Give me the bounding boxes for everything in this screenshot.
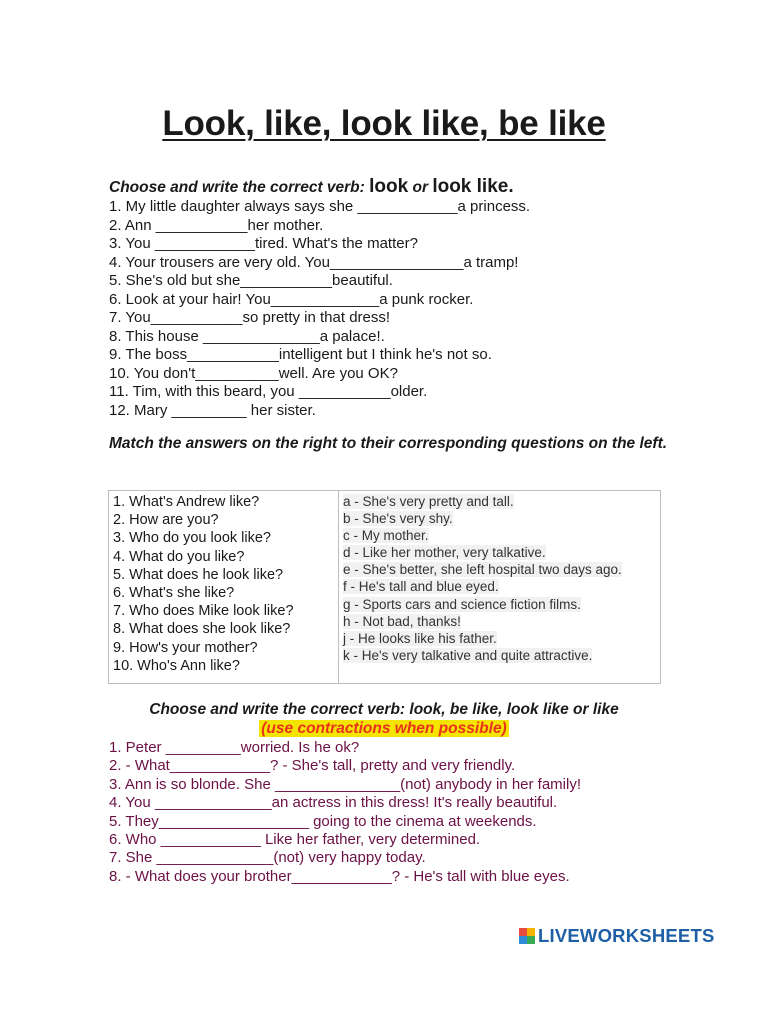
section1-instruction-prefix: Choose and write the correct verb: (109, 179, 370, 196)
question-item: 1. What's Andrew like? (113, 494, 260, 510)
liveworksheets-logo-icon (519, 928, 535, 944)
answer-item (343, 596, 655, 613)
exercise-item: 5. They__________________ going to the cinema at weekends. (109, 812, 537, 830)
exercise-item: 1. Peter _________worried. Is he ok? (109, 739, 360, 756)
logo-square (519, 928, 527, 936)
answer-item (343, 544, 655, 561)
answer-item-text: e - She's better, she left hospital two days ago. (343, 562, 622, 578)
question-item: 4. What do you like? (113, 548, 245, 565)
section1-list (109, 198, 530, 420)
question-item: 10. Who's Ann like? (113, 657, 240, 674)
exercise-item: 8. - What does your brother____________? - He's tall with blue eyes. (109, 867, 570, 885)
exercise-item: 4. Your trousers are very old. You________________a tramp! (109, 253, 519, 271)
answer-item-text: h - Not bad, thanks! (343, 613, 461, 629)
brand-name: LIVEWORKSHEETS (538, 925, 715, 946)
option-look-like: look like. (432, 176, 514, 197)
exercise-item: 7. You___________so pretty in that dress! (109, 309, 391, 326)
logo-square (527, 936, 535, 944)
answer-item-text: c - My mother. (343, 528, 429, 544)
answer-item (343, 630, 655, 647)
answer-item-text: k - He's very talkative and quite attractive. (343, 647, 593, 663)
exercise-item: 10. You don't__________well. Are you OK? (109, 364, 398, 382)
answer-item (343, 493, 655, 510)
question-item: 6. What's she like? (113, 585, 235, 602)
section3-instruction: Choose and write the correct verb: look, be like, look like or like (149, 701, 619, 718)
answer-item-text: g - Sports cars and science fiction films. (343, 596, 581, 612)
exercise-item: 2. Ann ___________her mother. (109, 216, 324, 234)
question-item: 2. How are you? (113, 512, 219, 529)
question-item: 7. Who does Mike look like? (113, 603, 294, 620)
answer-item (343, 510, 655, 527)
exercise-item: 6. Look at your hair! You_____________a punk rocker. (109, 290, 474, 308)
brand-logo[interactable] (519, 925, 715, 947)
exercise-item: 3. You ____________tired. What's the matter? (109, 235, 418, 252)
section1-instruction (109, 176, 514, 198)
answer-item (343, 578, 655, 595)
answer-item (343, 527, 655, 544)
answer-item (343, 613, 655, 630)
exercise-item: 6. Who ____________ Like her father, very determined. (109, 831, 481, 849)
logo-square (527, 928, 535, 936)
exercise-item: 8. This house ______________a palace!. (109, 327, 385, 345)
answer-item-text: a - She's very pretty and tall. (343, 494, 514, 509)
section3-list (109, 739, 581, 886)
option-look: look (369, 176, 409, 197)
option-or: or (408, 179, 433, 196)
answers-column (343, 493, 655, 664)
exercise-item: 5. She's old but she___________beautiful. (109, 272, 393, 289)
worksheet-title: Look, like, look like, be like (162, 104, 606, 143)
exercise-item: 11. Tim, with this beard, you ___________older. (109, 383, 428, 400)
exercise-item: 1. My little daughter always says she ____________a princess. (109, 198, 531, 215)
matching-table (108, 490, 661, 684)
questions-column (113, 493, 294, 675)
question-item: 5. What does he look like? (113, 566, 284, 583)
answer-item-text: f - He's tall and blue eyed. (343, 579, 499, 595)
exercise-item: 12. Mary _________ her sister. (109, 401, 316, 419)
exercise-item: 7. She ______________(not) very happy today. (109, 849, 426, 867)
logo-square (519, 936, 527, 944)
section3-note: (use contractions when possible) (261, 720, 507, 737)
exercise-item: 3. Ann is so blonde. She _______________(not) anybody in her family! (109, 775, 582, 793)
exercise-item: 4. You ______________an actress in this dress! It's really beautiful. (109, 794, 558, 812)
exercise-item: 9. The boss___________intelligent but I think he's not so. (109, 346, 492, 363)
answer-item (343, 561, 655, 578)
answer-item-text: b - She's very shy. (343, 511, 453, 527)
question-item: 9. How's your mother? (113, 639, 258, 656)
section3-note-wrapper (0, 720, 768, 738)
question-item: 3. Who do you look like? (113, 530, 271, 547)
answer-item-text: j - He looks like his father. (343, 630, 497, 646)
section2-instruction: Match the answers on the right to their corresponding questions on the left. (109, 435, 668, 452)
answer-item (343, 647, 655, 664)
question-item: 8. What does she look like? (113, 621, 291, 638)
exercise-item: 2. - What____________? - She's tall, pretty and very friendly. (109, 757, 516, 775)
table-divider (338, 491, 339, 683)
answer-item-text: d - Like her mother, very talkative. (343, 545, 546, 561)
